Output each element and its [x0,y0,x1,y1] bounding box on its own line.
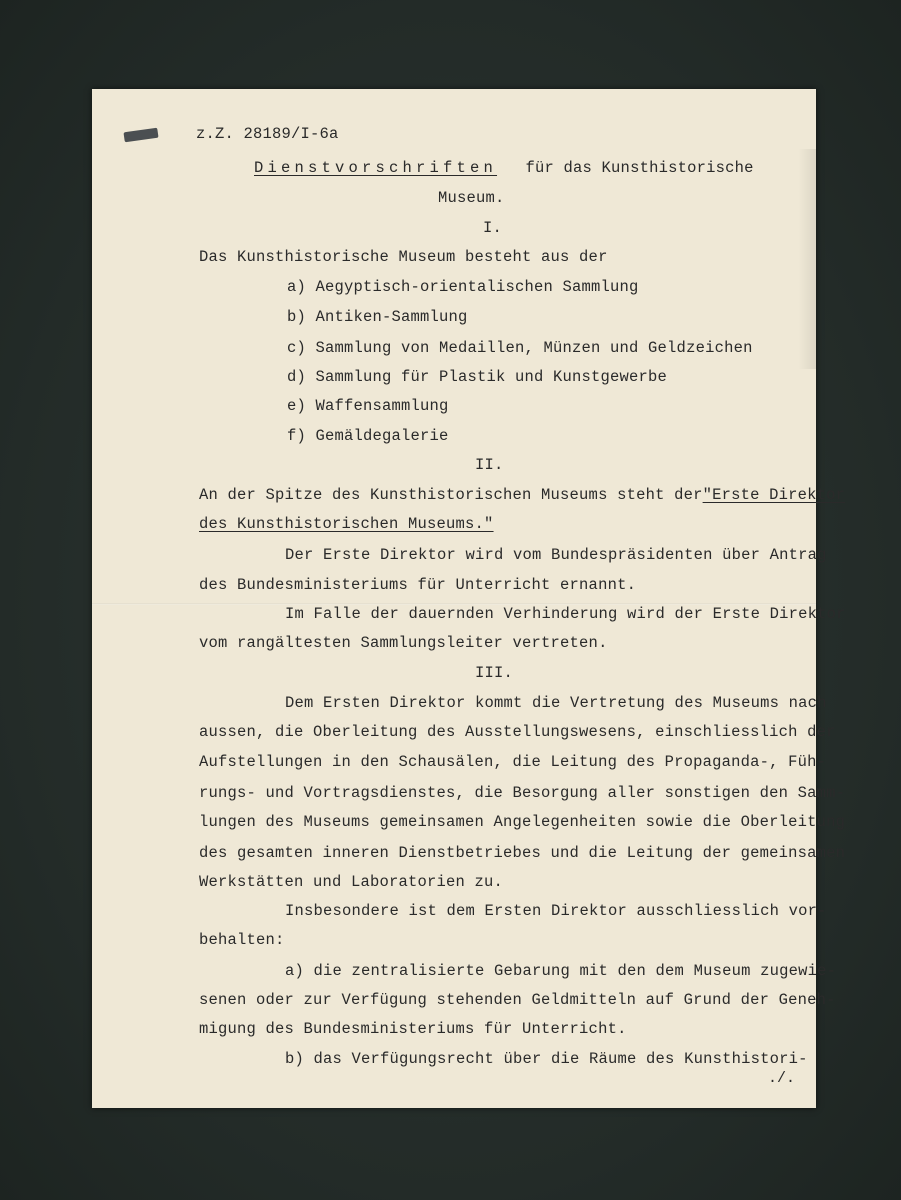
collection-item: e) Waffensammlung [287,397,449,415]
paragraph-line: Insbesondere ist dem Ersten Direktor ausschliesslich vor- [285,902,827,920]
paragraph-line: Werkstätten und Laboratorien zu. [199,873,504,891]
section2-p1-line1 [199,486,845,504]
collection-item: a) Aegyptisch-orientalischen Sammlung [287,278,639,296]
title-rest: für das Kunsthistorische [525,159,754,177]
paragraph-line: rungs- und Vortragsdienstes, die Besorgung aller sonstigen den Samm- [199,784,846,802]
document-title-line2: Museum. [438,189,505,207]
torn-edge [798,149,816,369]
continuation-mark: ./. [768,1070,796,1087]
paragraph-line: migung des Bundesministeriums für Unterricht. [199,1020,627,1038]
paragraph-line: des Bundesministeriums für Unterricht ernannt. [199,576,637,594]
document-title [254,159,754,177]
paragraph-line: lungen des Museums gemeinsamen Angelegenheiten sowie die Oberleitung [199,813,846,831]
section-heading-3: III. [475,664,514,682]
paragraph-line: vom rangältesten Sammlungsleiter vertreten. [199,634,608,652]
paragraph-line: behalten: [199,931,285,949]
paragraph-line: des gesamten inneren Dienstbetriebes und die Leitung der gemeinsamen [199,844,846,862]
section1-intro: Das Kunsthistorische Museum besteht aus der [199,248,608,266]
paragraph-line: senen oder zur Verfügung stehenden Geldmitteln auf Grund der Geneh- [199,991,836,1009]
collection-item: d) Sammlung für Plastik und Kunstgewerbe [287,368,668,386]
paragraph-line: b) das Verfügungsrecht über die Räume des Kunsthistori- [285,1050,808,1068]
collection-item: b) Antiken-Sammlung [287,308,468,326]
paragraph-line: Der Erste Direktor wird vom Bundespräsidenten über Antrag [285,546,827,564]
title-spaced: Dienstvorschriften [254,159,498,177]
typewritten-page [92,89,816,1108]
reference-number: z.Z. 28189/I-6a [196,125,339,143]
paragraph-line: Aufstellungen in den Schausälen, die Leitung des Propaganda-, Füh- [199,753,827,771]
director-intro: An der Spitze des Kunsthistorischen Museums steht der [199,486,703,504]
director-title: "Erste Direktor [702,486,846,504]
collection-item: c) Sammlung von Medaillen, Münzen und Geldzeichen [287,339,753,357]
paragraph-line: Im Falle der dauernden Verhinderung wird der Erste Direktor [285,605,846,623]
section-heading-2: II. [475,456,504,474]
paragraph-line: a) die zentralisierte Gebarung mit den dem Museum zugewie- [285,962,837,980]
section-heading-1: I. [483,219,503,237]
paragraph-line: Dem Ersten Direktor kommt die Vertretung des Museums nach [285,694,827,712]
collection-item: f) Gemäldegalerie [287,427,449,445]
director-title-line2: des Kunsthistorischen Museums." [199,515,494,533]
paragraph-line: aussen, die Oberleitung des Ausstellungswesens, einschliesslich der [199,723,836,741]
